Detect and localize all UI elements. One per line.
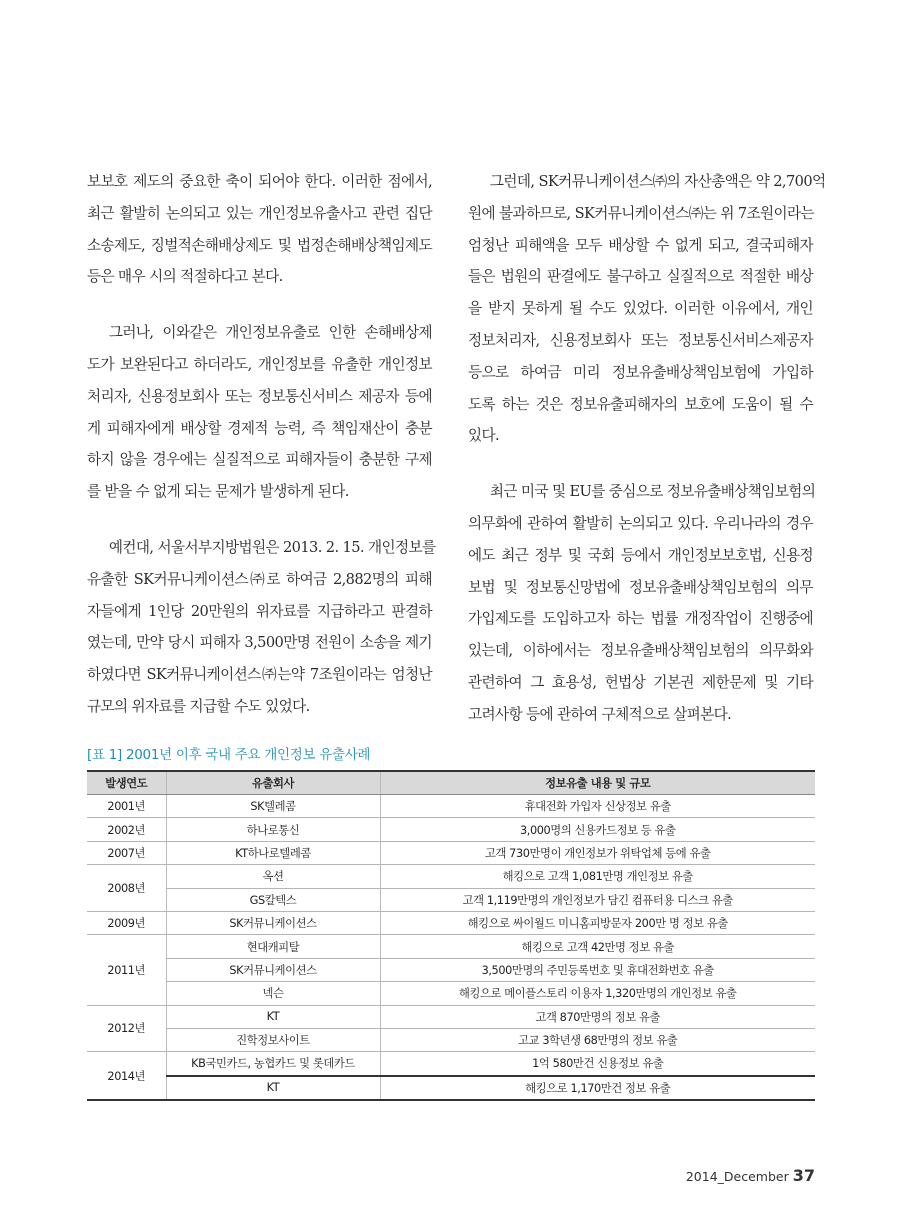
header-detail: 정보유출 내용 및 규모 (380, 771, 815, 795)
detail-cell: 1억 580만건 신용정보 유출 (380, 1052, 815, 1076)
text-line: 도록 하는 것은 정보유출피해자의 보호에 도움이 될 수 (468, 395, 813, 413)
year-cell: 2007년 (87, 841, 166, 864)
table-row (87, 1052, 815, 1076)
paragraph (468, 476, 816, 730)
left-text-column (87, 166, 436, 747)
text-line: 유출한 SK커뮤니케이션스㈜로 하여금 2,882명의 피해 (87, 570, 432, 588)
year-cell: 2009년 (87, 911, 166, 934)
page-footer (686, 1166, 815, 1185)
detail-cell: 해킹으로 고객 1,081만명 개인정보 유출 (380, 865, 815, 888)
text-line: 을 받지 못하게 될 수도 있었다. 이러한 이유에서, 개인 (468, 300, 813, 318)
company-cell: KB국민카드, 농협카드 및 롯데카드 (166, 1052, 380, 1076)
table-row (87, 911, 815, 934)
text-line: 예컨대, 서울서부지방법원은 2013. 2. 15. 개인정보를 (108, 538, 436, 556)
paragraph (87, 532, 436, 723)
text-line: 있는데, 이하에서는 정보유출배상책임보험의 의무화와 (468, 642, 813, 660)
text-line: 게 피해자에게 배상할 경제적 능력, 즉 책임재산이 충분 (87, 419, 432, 437)
text-line: 그런데, SK커뮤니케이션스㈜의 자산총액은 약 2,700억 (489, 173, 826, 190)
text-line: 최근 활발히 논의되고 있는 개인정보유출사고 관련 집단 (87, 204, 432, 222)
company-cell: SK텔레콤 (166, 795, 380, 818)
detail-cell: 해킹으로 싸이월드 미니홈피방문자 200만 명 정보 유출 (380, 911, 815, 934)
table-title: [표 1] 2001년 이후 국내 주요 개인정보 유출사례 (87, 747, 371, 763)
year-cell: 2001년 (87, 795, 166, 818)
detail-cell: 고교 3학년생 68만명의 정보 유출 (380, 1028, 815, 1051)
year-cell: 2014년 (87, 1052, 166, 1100)
text-line: 보법 및 정보통신망법에 정보유출배상책임보험의 의무 (468, 578, 813, 596)
paragraph (468, 166, 826, 452)
table-row (87, 795, 815, 818)
table-row (87, 1028, 815, 1051)
detail-cell: 고객 870만명의 정보 유출 (380, 1005, 815, 1028)
detail-cell: 해킹으로 1,170만건 정보 유출 (380, 1076, 815, 1100)
text-line: 를 받을 수 없게 되는 문제가 발생하게 된다. (87, 483, 349, 501)
leak-cases-table (87, 770, 815, 1101)
text-line: 엄청난 피해액을 모두 배상할 수 없게 되고, 결국피해자 (468, 236, 813, 254)
text-line: 고려사항 등에 관하여 구체적으로 살펴본다. (468, 705, 732, 723)
year-cell: 2012년 (87, 1005, 166, 1052)
text-line: 원에 불과하므로, SK커뮤니케이션스㈜는 위 7조원이라는 (468, 204, 815, 222)
year-cell: 2008년 (87, 865, 166, 912)
header-company: 유출회사 (166, 771, 380, 795)
text-line: 처리자, 신용정보회사 또는 정보통신서비스 제공자 등에 (87, 387, 432, 405)
text-line: 들은 법원의 판결에도 불구하고 실질적으로 적절한 배상 (468, 268, 813, 286)
company-cell: 옥션 (166, 865, 380, 888)
text-line: 규모의 위자료를 지급할 수도 있었다. (87, 697, 310, 715)
company-cell: 현대캐피탈 (166, 935, 380, 958)
text-line: 도가 보완된다고 하더라도, 개인정보를 유출한 개인정보 (87, 355, 432, 373)
text-line: 관련하여 그 효용성, 헌법상 기본권 제한문제 및 기타 (468, 673, 813, 691)
detail-cell: 고객 1,119만명의 개인정보가 담긴 컴퓨터용 디스크 유출 (380, 888, 815, 911)
company-cell: KT (166, 1076, 380, 1100)
paragraph (87, 317, 432, 508)
text-line: 하지 않을 경우에는 실질적으로 피해자들이 충분한 구제 (87, 451, 432, 469)
text-line: 정보처리자, 신용정보회사 또는 정보통신서비스제공자 (468, 331, 813, 349)
detail-cell: 해킹으로 메이플스토리 이용자 1,320만명의 개인정보 유출 (380, 982, 815, 1005)
text-line: 등은 매우 시의 적절하다고 본다. (87, 268, 283, 286)
table-row (87, 935, 815, 958)
company-cell: 넥슨 (166, 982, 380, 1005)
company-cell: 진학정보사이트 (166, 1028, 380, 1051)
text-line: 있다. (468, 427, 500, 445)
paragraph (87, 166, 432, 293)
text-line: 의무화에 관하여 활발히 논의되고 있다. 우리나라의 경우 (468, 514, 813, 532)
text-line: 그러나, 이와같은 개인정보유출로 인한 손해배상제 (108, 324, 432, 342)
text-line: 가입제도를 도입하고자 하는 법률 개정작업이 진행중에 (468, 610, 813, 628)
header-year: 발생연도 (87, 771, 166, 795)
company-cell: 하나로통신 (166, 818, 380, 841)
table-row (87, 865, 815, 888)
text-line: 자들에게 1인당 20만원의 위자료를 지급하라고 판결하 (87, 602, 432, 620)
table-row (87, 958, 815, 981)
table-row (87, 982, 815, 1005)
year-cell: 2011년 (87, 935, 166, 1005)
right-text-column (468, 166, 826, 755)
text-line: 최근 미국 및 EU를 중심으로 정보유출배상책임보험의 (489, 483, 816, 501)
table-row (87, 888, 815, 911)
detail-cell: 3,500만명의 주민등록번호 및 휴대전화번호 유출 (380, 958, 815, 981)
company-cell: KT (166, 1005, 380, 1028)
company-cell: GS칼텍스 (166, 888, 380, 911)
text-line: 에도 최근 정부 및 국회 등에서 개인정보보호법, 신용정 (468, 546, 813, 564)
text-line: 소송제도, 징벌적손해배상제도 및 법정손해배상책임제도 (87, 236, 432, 254)
detail-cell: 휴대전화 가입자 신상정보 유출 (380, 795, 815, 818)
table-row (87, 841, 815, 864)
detail-cell: 고객 730만명이 개인정보가 위탁업체 등에 유출 (380, 841, 815, 864)
text-line: 하였다면 SK커뮤니케이션스㈜는약 7조원이라는 엄청난 (87, 666, 432, 684)
text-line: 였는데, 만약 당시 피해자 3,500만명 전원이 소송을 제기 (87, 634, 432, 652)
detail-cell: 해킹으로 고객 42만명 정보 유출 (380, 935, 815, 958)
footer-issue: 2014_December (685, 1169, 789, 1184)
table-row (87, 818, 815, 841)
table-row (87, 1005, 815, 1028)
page-number: 37 (792, 1166, 815, 1185)
company-cell: SK커뮤니케이션스 (166, 911, 380, 934)
company-cell: KT하나로텔레콤 (166, 841, 380, 864)
company-cell: SK커뮤니케이션스 (166, 958, 380, 981)
year-cell: 2002년 (87, 818, 166, 841)
text-line: 보보호 제도의 중요한 축이 되어야 한다. 이러한 점에서, (87, 173, 432, 190)
table-header-row (87, 771, 815, 795)
detail-cell: 3,000명의 신용카드정보 등 유출 (380, 818, 815, 841)
table-row (87, 1076, 815, 1100)
text-line: 등으로 하여금 미리 정보유출배상책임보험에 가입하 (468, 363, 813, 381)
